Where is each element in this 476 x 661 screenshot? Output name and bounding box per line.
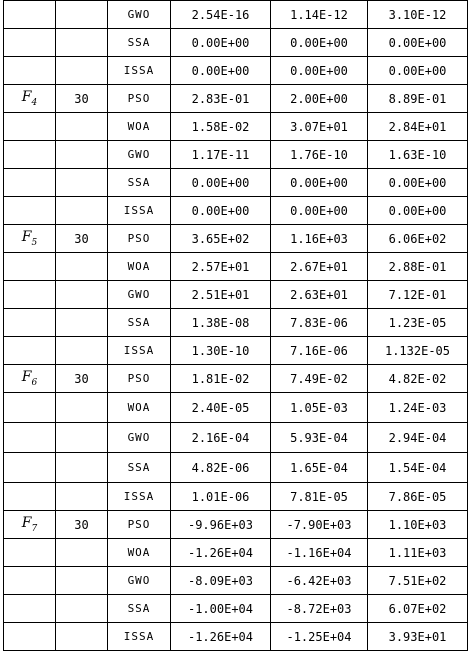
- value-cell-2: 5.93E-04: [271, 423, 368, 453]
- dimension-cell: [56, 623, 108, 651]
- algorithm-cell: GWO: [108, 281, 171, 309]
- table-row: [4, 309, 468, 337]
- results-table: [3, 0, 468, 651]
- function-name: F: [21, 515, 32, 532]
- value-cell-1: 1.30E-10: [171, 337, 271, 365]
- dimension-cell: [56, 197, 108, 225]
- value-cell-3: 1.54E-04: [368, 453, 468, 483]
- table-row: [4, 281, 468, 309]
- dimension-cell: [56, 423, 108, 453]
- value-cell-2: -1.16E+04: [271, 539, 368, 567]
- value-cell-2: 0.00E+00: [271, 169, 368, 197]
- value-cell-3: 4.82E-02: [368, 365, 468, 393]
- function-cell: [4, 365, 56, 393]
- value-cell-2: -1.25E+04: [271, 623, 368, 651]
- dimension-cell: [56, 567, 108, 595]
- value-cell-2: 7.16E-06: [271, 337, 368, 365]
- value-cell-3: 0.00E+00: [368, 197, 468, 225]
- table-row: [4, 141, 468, 169]
- function-cell: [4, 169, 56, 197]
- algorithm-cell: ISSA: [108, 57, 171, 85]
- value-cell-2: 7.49E-02: [271, 365, 368, 393]
- function-cell: [4, 623, 56, 651]
- value-cell-1: 2.54E-16: [171, 1, 271, 29]
- value-cell-2: 1.65E-04: [271, 453, 368, 483]
- value-cell-3: 3.93E+01: [368, 623, 468, 651]
- value-cell-3: 1.11E+03: [368, 539, 468, 567]
- value-cell-3: 8.89E-01: [368, 85, 468, 113]
- function-cell: [4, 141, 56, 169]
- table-row: [4, 57, 468, 85]
- value-cell-2: 1.16E+03: [271, 225, 368, 253]
- value-cell-3: 2.94E-04: [368, 423, 468, 453]
- value-cell-1: 2.83E-01: [171, 85, 271, 113]
- function-index: 6: [31, 377, 38, 388]
- dimension-cell: [56, 281, 108, 309]
- value-cell-1: 1.17E-11: [171, 141, 271, 169]
- function-index: 4: [31, 97, 38, 108]
- table-row: [4, 113, 468, 141]
- value-cell-3: 7.12E-01: [368, 281, 468, 309]
- table-row: [4, 365, 468, 393]
- algorithm-cell: WOA: [108, 113, 171, 141]
- table-row: [4, 483, 468, 511]
- table-row: [4, 1, 468, 29]
- dimension-cell: 30: [56, 85, 108, 113]
- value-cell-1: 0.00E+00: [171, 57, 271, 85]
- function-cell: [4, 57, 56, 85]
- value-cell-2: 7.81E-05: [271, 483, 368, 511]
- function-name: F: [21, 369, 32, 386]
- value-cell-1: -1.26E+04: [171, 539, 271, 567]
- value-cell-1: 1.81E-02: [171, 365, 271, 393]
- value-cell-1: 2.57E+01: [171, 253, 271, 281]
- function-cell: [4, 453, 56, 483]
- algorithm-cell: WOA: [108, 539, 171, 567]
- value-cell-1: 0.00E+00: [171, 169, 271, 197]
- value-cell-1: 2.16E-04: [171, 423, 271, 453]
- value-cell-3: 0.00E+00: [368, 169, 468, 197]
- algorithm-cell: GWO: [108, 423, 171, 453]
- function-index: 7: [31, 523, 38, 534]
- value-cell-1: -9.96E+03: [171, 511, 271, 539]
- value-cell-2: 0.00E+00: [271, 57, 368, 85]
- value-cell-3: 3.10E-12: [368, 1, 468, 29]
- value-cell-1: 3.65E+02: [171, 225, 271, 253]
- algorithm-cell: PSO: [108, 511, 171, 539]
- function-cell: [4, 29, 56, 57]
- table-row: [4, 453, 468, 483]
- table-row: [4, 29, 468, 57]
- function-cell: [4, 113, 56, 141]
- function-cell: [4, 197, 56, 225]
- algorithm-cell: SSA: [108, 595, 171, 623]
- dimension-cell: [56, 113, 108, 141]
- algorithm-cell: PSO: [108, 85, 171, 113]
- dimension-cell: [56, 253, 108, 281]
- algorithm-cell: WOA: [108, 393, 171, 423]
- table-row: [4, 393, 468, 423]
- dimension-cell: [56, 141, 108, 169]
- value-cell-3: 1.132E-05: [368, 337, 468, 365]
- value-cell-2: 7.83E-06: [271, 309, 368, 337]
- function-cell: [4, 1, 56, 29]
- dimension-cell: [56, 309, 108, 337]
- value-cell-1: -1.00E+04: [171, 595, 271, 623]
- function-cell: [4, 595, 56, 623]
- table-row: [4, 623, 468, 651]
- dimension-cell: [56, 169, 108, 197]
- value-cell-1: -1.26E+04: [171, 623, 271, 651]
- value-cell-3: 1.24E-03: [368, 393, 468, 423]
- value-cell-2: 1.76E-10: [271, 141, 368, 169]
- value-cell-2: -8.72E+03: [271, 595, 368, 623]
- table-row: [4, 423, 468, 453]
- value-cell-1: 0.00E+00: [171, 29, 271, 57]
- algorithm-cell: PSO: [108, 365, 171, 393]
- table-row: [4, 511, 468, 539]
- value-cell-3: 2.88E-01: [368, 253, 468, 281]
- dimension-cell: 30: [56, 511, 108, 539]
- algorithm-cell: SSA: [108, 309, 171, 337]
- function-name: F: [21, 229, 32, 246]
- value-cell-1: 1.38E-08: [171, 309, 271, 337]
- dimension-cell: [56, 337, 108, 365]
- value-cell-2: 3.07E+01: [271, 113, 368, 141]
- dimension-cell: 30: [56, 225, 108, 253]
- function-cell: [4, 253, 56, 281]
- value-cell-2: 2.63E+01: [271, 281, 368, 309]
- dimension-cell: [56, 483, 108, 511]
- value-cell-1: 1.58E-02: [171, 113, 271, 141]
- function-cell: [4, 483, 56, 511]
- value-cell-1: 2.40E-05: [171, 393, 271, 423]
- value-cell-1: 1.01E-06: [171, 483, 271, 511]
- value-cell-1: 4.82E-06: [171, 453, 271, 483]
- algorithm-cell: WOA: [108, 253, 171, 281]
- value-cell-1: 2.51E+01: [171, 281, 271, 309]
- value-cell-3: 7.51E+02: [368, 567, 468, 595]
- value-cell-2: 2.00E+00: [271, 85, 368, 113]
- value-cell-2: 1.05E-03: [271, 393, 368, 423]
- table-row: [4, 197, 468, 225]
- function-cell: [4, 539, 56, 567]
- dimension-cell: 30: [56, 365, 108, 393]
- table-row: [4, 169, 468, 197]
- table-row: [4, 85, 468, 113]
- algorithm-cell: PSO: [108, 225, 171, 253]
- dimension-cell: [56, 1, 108, 29]
- dimension-cell: [56, 453, 108, 483]
- function-index: 5: [31, 237, 38, 248]
- value-cell-2: 1.14E-12: [271, 1, 368, 29]
- value-cell-3: 1.63E-10: [368, 141, 468, 169]
- function-cell: [4, 423, 56, 453]
- algorithm-cell: SSA: [108, 453, 171, 483]
- dimension-cell: [56, 539, 108, 567]
- table-row: [4, 253, 468, 281]
- value-cell-2: 0.00E+00: [271, 29, 368, 57]
- value-cell-3: 0.00E+00: [368, 57, 468, 85]
- dimension-cell: [56, 393, 108, 423]
- value-cell-3: 7.86E-05: [368, 483, 468, 511]
- value-cell-2: -7.90E+03: [271, 511, 368, 539]
- table-row: [4, 595, 468, 623]
- function-cell: [4, 511, 56, 539]
- dimension-cell: [56, 595, 108, 623]
- dimension-cell: [56, 29, 108, 57]
- function-cell: [4, 309, 56, 337]
- table-row: [4, 539, 468, 567]
- value-cell-3: 1.10E+03: [368, 511, 468, 539]
- function-cell: [4, 225, 56, 253]
- function-cell: [4, 567, 56, 595]
- algorithm-cell: SSA: [108, 29, 171, 57]
- dimension-cell: [56, 57, 108, 85]
- value-cell-3: 6.07E+02: [368, 595, 468, 623]
- table-row: [4, 225, 468, 253]
- algorithm-cell: ISSA: [108, 337, 171, 365]
- value-cell-2: 2.67E+01: [271, 253, 368, 281]
- algorithm-cell: GWO: [108, 567, 171, 595]
- algorithm-cell: ISSA: [108, 197, 171, 225]
- algorithm-cell: GWO: [108, 141, 171, 169]
- function-cell: [4, 281, 56, 309]
- value-cell-2: 0.00E+00: [271, 197, 368, 225]
- algorithm-cell: ISSA: [108, 623, 171, 651]
- function-cell: [4, 393, 56, 423]
- value-cell-1: 0.00E+00: [171, 197, 271, 225]
- table-row: [4, 567, 468, 595]
- table-row: [4, 337, 468, 365]
- value-cell-3: 6.06E+02: [368, 225, 468, 253]
- function-cell: [4, 85, 56, 113]
- value-cell-3: 1.23E-05: [368, 309, 468, 337]
- value-cell-3: 2.84E+01: [368, 113, 468, 141]
- function-cell: [4, 337, 56, 365]
- value-cell-2: -6.42E+03: [271, 567, 368, 595]
- value-cell-3: 0.00E+00: [368, 29, 468, 57]
- function-name: F: [21, 89, 32, 106]
- algorithm-cell: SSA: [108, 169, 171, 197]
- algorithm-cell: GWO: [108, 1, 171, 29]
- value-cell-1: -8.09E+03: [171, 567, 271, 595]
- algorithm-cell: ISSA: [108, 483, 171, 511]
